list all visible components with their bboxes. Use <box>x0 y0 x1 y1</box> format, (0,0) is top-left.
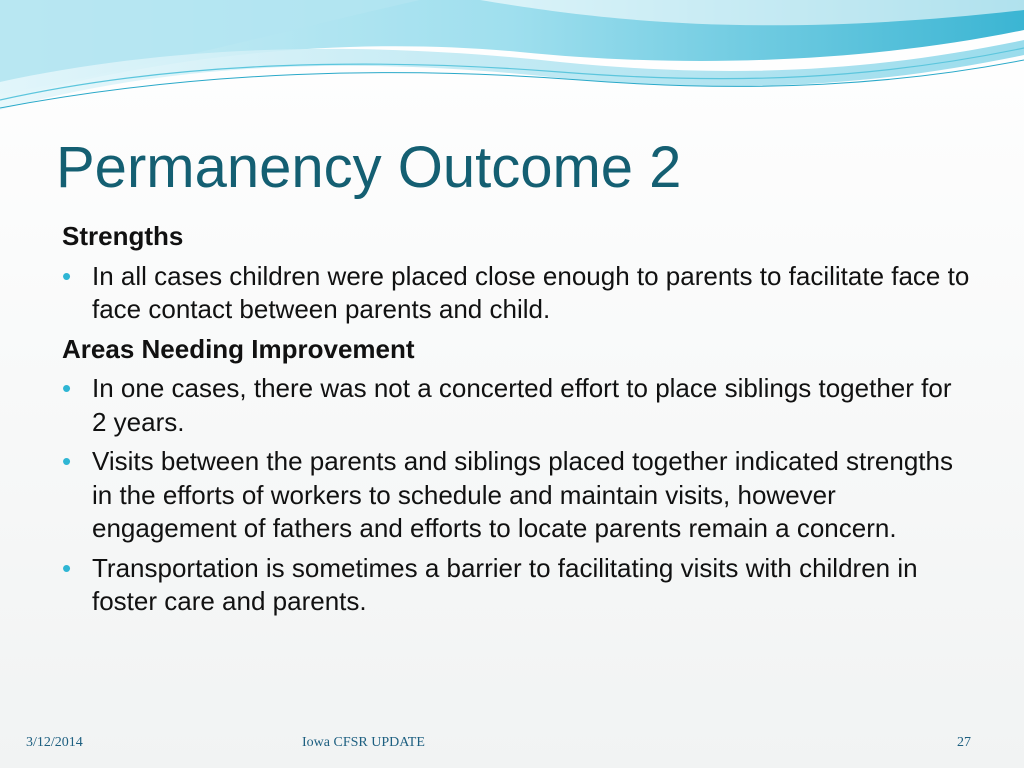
section-heading-strengths: Strengths <box>62 221 184 251</box>
slide-body <box>62 220 972 625</box>
footer-title: Iowa CFSR UPDATE <box>302 735 425 750</box>
list-item <box>62 372 972 439</box>
header-wave-decoration <box>0 0 1024 120</box>
improvement-list <box>62 372 972 619</box>
bullet-icon: • <box>62 446 72 476</box>
footer-date: 3/12/2014 <box>26 735 83 750</box>
bullet-icon: • <box>62 552 72 583</box>
list-item <box>62 260 972 327</box>
bullet-text: Transportation is sometimes a barrier to facilitating visits with children in foster care and parents. <box>92 552 918 616</box>
list-item <box>62 552 972 619</box>
section-heading-areas-needing-improvement: Areas Needing Improvement <box>62 333 415 364</box>
slide-title: Permanency Outcome 2 <box>56 135 682 200</box>
bullet-icon: • <box>62 260 72 291</box>
footer-page-number: 27 <box>957 735 971 750</box>
bullet-icon: • <box>62 373 72 403</box>
bullet-text: Visits between the parents and siblings placed together indicated strengths in the efforts of workers to schedule and maintain visits, however engagement of fathers and efforts to locate parents remain a concern. <box>92 446 953 543</box>
bullet-text: In one cases, there was not a concerted effort to place siblings together for 2 years. <box>92 373 952 437</box>
bullet-text: In all cases children were placed close enough to parents to facilitate face to face contact between parents and child. <box>92 260 970 324</box>
list-item <box>62 445 972 546</box>
strengths-list <box>62 260 972 327</box>
